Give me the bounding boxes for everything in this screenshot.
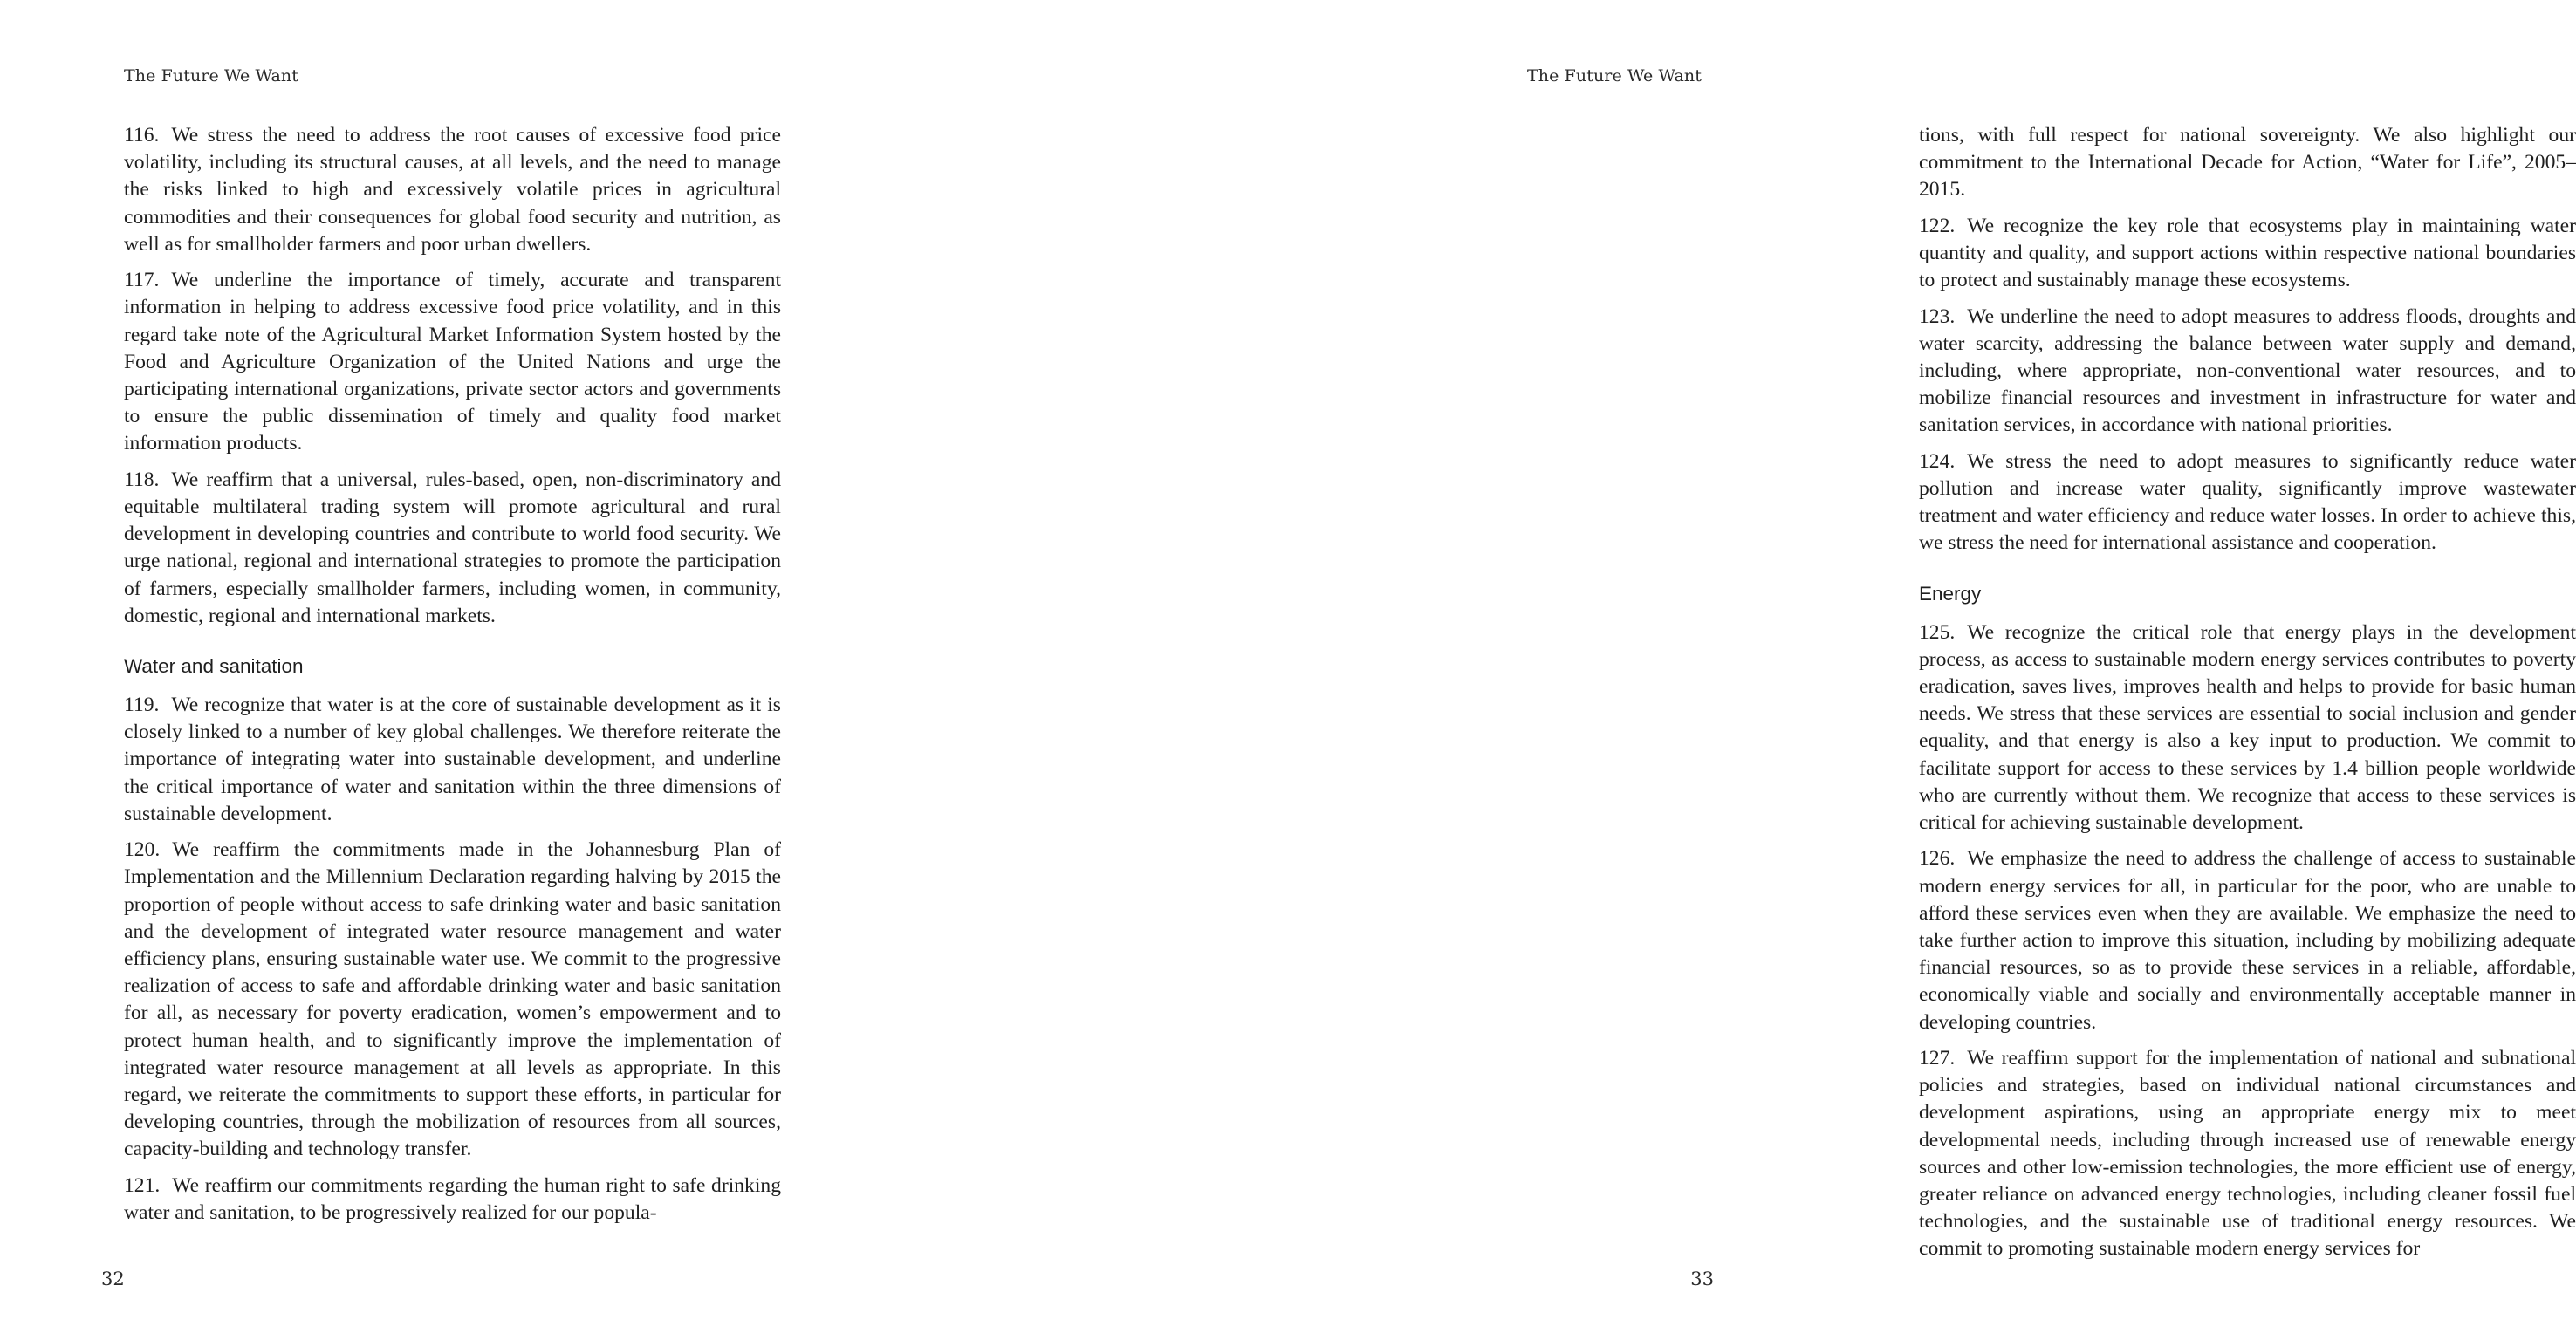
left-page-body	[124, 122, 781, 1235]
page-number: 32	[101, 1268, 125, 1289]
paragraph-126	[1919, 845, 2576, 1036]
paragraph-text: We reaffirm our commitments regarding the human right to safe drinking water and sanitation, to be progressively realized for our popula-	[124, 1173, 781, 1225]
paragraph-number: 127.	[1919, 1047, 1956, 1070]
paragraph-125	[1919, 619, 2576, 838]
paragraph-number: 124.	[1919, 449, 1956, 473]
paragraph-119	[124, 692, 781, 828]
running-head: The Future We Want	[1527, 66, 1702, 85]
paragraph-122	[1919, 213, 2576, 295]
paragraph-text: We emphasize the need to address the challenge of access to sustainable modern energy services for all, in particular for the poor, who are unable to afford these services even when they are available. We emphasize the need to take further action to improve this situation, including by mobilizing adequate financial resources, so as to provide these services in a reliable, affordable, economically viable and socially and environmentally acceptable manner in developing countries.	[1919, 847, 2576, 1034]
paragraph-123	[1919, 304, 2576, 440]
paragraph-116	[124, 122, 781, 258]
paragraph-number: 121.	[124, 1173, 161, 1197]
paragraph-text: We underline the importance of timely, accurate and transparent information in helping to address excessive food price volatility, and in this regard take note of the Agricultural Market Information System hosted by the Food and Agriculture Organization of the United Nations and urge the participating international organizations, private sector actors and governments to ensure the public dissemination of timely and quality food market information products.	[124, 269, 781, 455]
right-page	[894, 0, 2576, 1340]
paragraph-121-continued	[1919, 122, 2576, 204]
right-page-body	[1919, 122, 2576, 1272]
paragraph-number: 126.	[1919, 847, 1956, 871]
paragraph-124	[1919, 448, 2576, 557]
section-heading-water-and-sanitation: Water and sanitation	[124, 655, 304, 678]
paragraph-text: We reaffirm support for the implementation of national and subnational policies and strategies, based on individual national circumstances and development aspirations, using an appropriate energy mix to meet developmental needs, including through increased use of renewable energy sources and other low-emission technologies, the more efficient use of energy, greater reliance on advanced energy technologies, including cleaner fossil fuel technologies, and the sustainable use of traditional energy resources. We commit to promoting sustainable modern energy services for	[1919, 1047, 2576, 1261]
paragraph-text: We stress the need to address the root causes of excessive food price volatility, including its structural causes, at all levels, and the need to manage the risks linked to high and excessively volatile prices in agricultural commodities and their consequences for global food security and nutrition, as well as for smallholder farmers and poor urban dwellers.	[124, 124, 781, 256]
left-page	[0, 0, 894, 1340]
running-head: The Future We Want	[124, 66, 298, 85]
paragraph-120	[124, 837, 781, 1163]
paragraph-number: 119.	[124, 694, 160, 717]
paragraph-number: 125.	[1919, 620, 1956, 644]
paragraph-text: We underline the need to adopt measures to address floods, droughts and water scarcity, addressing the balance between water supply and demand, including, where appropriate, non-conventional water resources, and to mobilize financial resources and investment in infrastructure for water and sanitation services, in accordance with national priorities.	[1919, 304, 2576, 437]
paragraph-text: We recognize the key role that ecosystems play in maintaining water quantity and quality, and support actions within respective national boundaries to protect and sustainably manage these ecosystems.	[1919, 214, 2576, 292]
paragraph-text: We stress the need to adopt measures to significantly reduce water pollution and increase water quality, significantly improve wastewater treatment and water efficiency and reduce water losses. In order to achieve this, we stress the need for international assistance and cooperation.	[1919, 449, 2576, 555]
paragraph-text: We recognize the critical role that energy plays in the development process, as access to sustainable modern energy services contributes to poverty eradication, saves lives, improves health and helps to provide for basic human needs. We stress that these services are essential to social inclusion and gender equality, and that energy is also a key input to production. We commit to facilitate support for access to these services by 1.4 billion people worldwide who are currently without them. We recognize that access to these services is critical for achieving sustainable development.	[1919, 620, 2576, 835]
paragraph-text: We reaffirm that a universal, rules-based, open, non-discriminatory and equitable multilateral trading system will promote agricultural and rural development in developing countries and contribute to world food security. We urge national, regional and international strategies to promote the participation of farmers, especially smallholder farmers, including women, in community, domestic, regional and international markets.	[124, 468, 781, 627]
paragraph-127	[1919, 1045, 2576, 1263]
paragraph-number: 118.	[124, 468, 160, 491]
paragraph-number: 123.	[1919, 304, 1956, 328]
paragraph-117	[124, 267, 781, 457]
page-number: 33	[1690, 1268, 1714, 1289]
paragraph-number: 117.	[124, 269, 160, 292]
section-heading-energy: Energy	[1919, 582, 1982, 605]
paragraph-number: 120.	[124, 838, 161, 862]
paragraph-text: We reaffirm the commitments made in the Johannesburg Plan of Implementation and the Millennium Declaration regarding halving by 2015 the proportion of people without access to safe drinking water and basic sanitation and the development of integrated water resource management and water efficiency plans, ensuring sustainable water use. We commit to the progressive realization of access to safe and affordable drinking water and basic sanitation for all, as necessary for poverty eradication, women’s empowerment and to protect human health, and to significantly improve the implementation of integrated water resource management at all levels as appropriate. In this regard, we reiterate the commitments to support these efforts, in particular for developing countries, through the mobilization of resources from all sources, capacity-building and technology transfer.	[124, 838, 781, 1161]
paragraph-number: 122.	[1919, 214, 1956, 237]
paragraph-118	[124, 467, 781, 630]
paragraph-121	[124, 1172, 781, 1227]
paragraph-text: tions, with full respect for national sovereignty. We also highlight our commitment to the International Decade for Action, “Water for Life”, 2005–2015.	[1919, 124, 2576, 202]
paragraph-text: We recognize that water is at the core of sustainable development as it is closely linked to a number of key global challenges. We therefore reiterate the importance of integrating water into sustainable development, and underline the critical importance of water and sanitation within the three dimensions of sustainable development.	[124, 694, 781, 825]
paragraph-number: 116.	[124, 124, 160, 147]
